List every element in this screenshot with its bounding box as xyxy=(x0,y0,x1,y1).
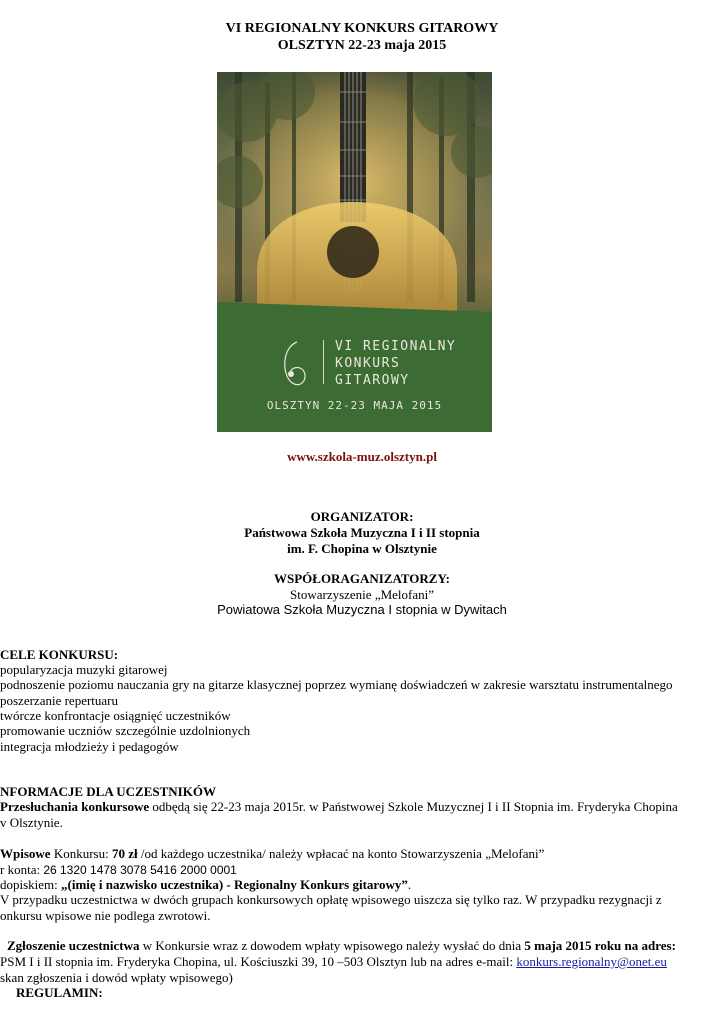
organizer-line-2: im. F. Chopina w Olsztynie xyxy=(287,541,437,556)
application-line xyxy=(7,938,676,954)
fee-line xyxy=(0,846,544,862)
scan-note: skan zgłoszenia i dowód wpłaty wpisowego) xyxy=(0,970,233,985)
payment-note-suffix: . xyxy=(407,877,412,892)
goal-item: poszerzanie repertuaru xyxy=(0,693,119,708)
payment-note-line xyxy=(0,877,411,893)
two-groups-line-2: onkursu wpisowe nie podlega zwrotowi. xyxy=(0,908,211,923)
co-organizer-1: Stowarzyszenie „Melofani” xyxy=(289,587,435,602)
organizer-heading: ORGANIZATOR: xyxy=(310,509,414,524)
fee-label: Wpisowe xyxy=(0,846,51,861)
payment-note-prefix: dopiskiem: xyxy=(0,877,62,892)
account-line xyxy=(0,862,237,878)
two-groups-line-1: V przypadku uczestnictwa w dwóch grupach konkursowych opłatę wpisowego uiszcza się tylko raz. W przypadku rezygnacji z xyxy=(0,892,662,907)
goal-item: integracja młodzieży i pedagogów xyxy=(0,739,179,754)
goal-item: podnoszenie poziomu nauczania gry na gitarze klasycznej poprzez wymianę doświadczeń w zakresie warsztatu instrumentalnego xyxy=(0,677,673,692)
goal-item: twórcze konfrontacje osiągnięć uczestników xyxy=(0,708,231,723)
organizer-line-1: Państwowa Szkoła Muzyczna I i II stopnia xyxy=(244,525,480,540)
goal-item: popularyzacja muzyki gitarowej xyxy=(0,662,168,677)
address-line xyxy=(0,954,667,970)
document-subtitle: OLSZTYN 22-23 maja 2015 xyxy=(277,38,447,53)
goal-item: promowanie uczniów szczególnie uzdolnionych xyxy=(0,723,251,738)
poster-title-line-3: GITAROWY xyxy=(335,373,410,388)
auditions-line-1 xyxy=(0,799,678,815)
payment-note-text: „(imię i nazwisko uczestnika) - Regionalny Konkurs gitarowy” xyxy=(61,877,408,892)
poster-title-line-2: KONKURS xyxy=(335,356,401,371)
website-link[interactable]: www.szkola-muz.olsztyn.pl xyxy=(287,449,437,464)
poster-divider xyxy=(323,340,324,384)
application-deadline: 5 maja 2015 roku na adres: xyxy=(524,938,676,953)
contest-poster xyxy=(217,72,492,432)
auditions-text: odbędą się 22-23 maja 2015r. w Państwowej Szkole Muzycznej I i II Stopnia im. Fryderyka Chopina xyxy=(149,799,678,814)
account-label: r konta: xyxy=(0,862,44,877)
co-organizer-2: Powiatowa Szkoła Muzyczna I stopnia w Dywitach xyxy=(217,602,507,617)
poster-title-line-1: VI REGIONALNY xyxy=(335,339,457,354)
document-title: VI REGIONALNY KONKURS GITAROWY xyxy=(225,21,499,36)
goals-heading: CELE KONKURSU: xyxy=(0,647,119,662)
address-text: PSM I i II stopnia im. Fryderyka Chopina, ul. Kościuszki 39, 10 –503 Olsztyn lub na adres e-mail: xyxy=(0,954,517,969)
auditions-label: Przesłuchania konkursowe xyxy=(0,799,150,814)
co-organizers-heading: WSPÓŁORAGANIZATORZY: xyxy=(273,571,450,586)
fee-text-1: Konkursu: xyxy=(50,846,112,861)
fee-amount: 70 zł xyxy=(111,846,138,861)
account-number: 26 1320 1478 3078 5416 2000 0001 xyxy=(43,863,237,877)
auditions-line-2: v Olsztynie. xyxy=(0,815,63,830)
email-link[interactable]: konkurs.regionalny@onet.eu xyxy=(516,954,667,969)
fee-text-2: /od każdego uczestnika/ należy wpłacać na konto Stowarzyszenia „Melofani” xyxy=(137,846,545,861)
application-label: Zgłoszenie uczestnictwa xyxy=(7,938,140,953)
rules-heading: REGULAMIN: xyxy=(16,985,103,1000)
poster-date: OLSZTYN 22-23 MAJA 2015 xyxy=(266,399,443,412)
info-heading: NFORMACJE DLA UCZESTNIKÓW xyxy=(0,784,216,799)
application-text: w Konkursie wraz z dowodem wpłaty wpisowego należy wysłać do dnia xyxy=(139,938,525,953)
